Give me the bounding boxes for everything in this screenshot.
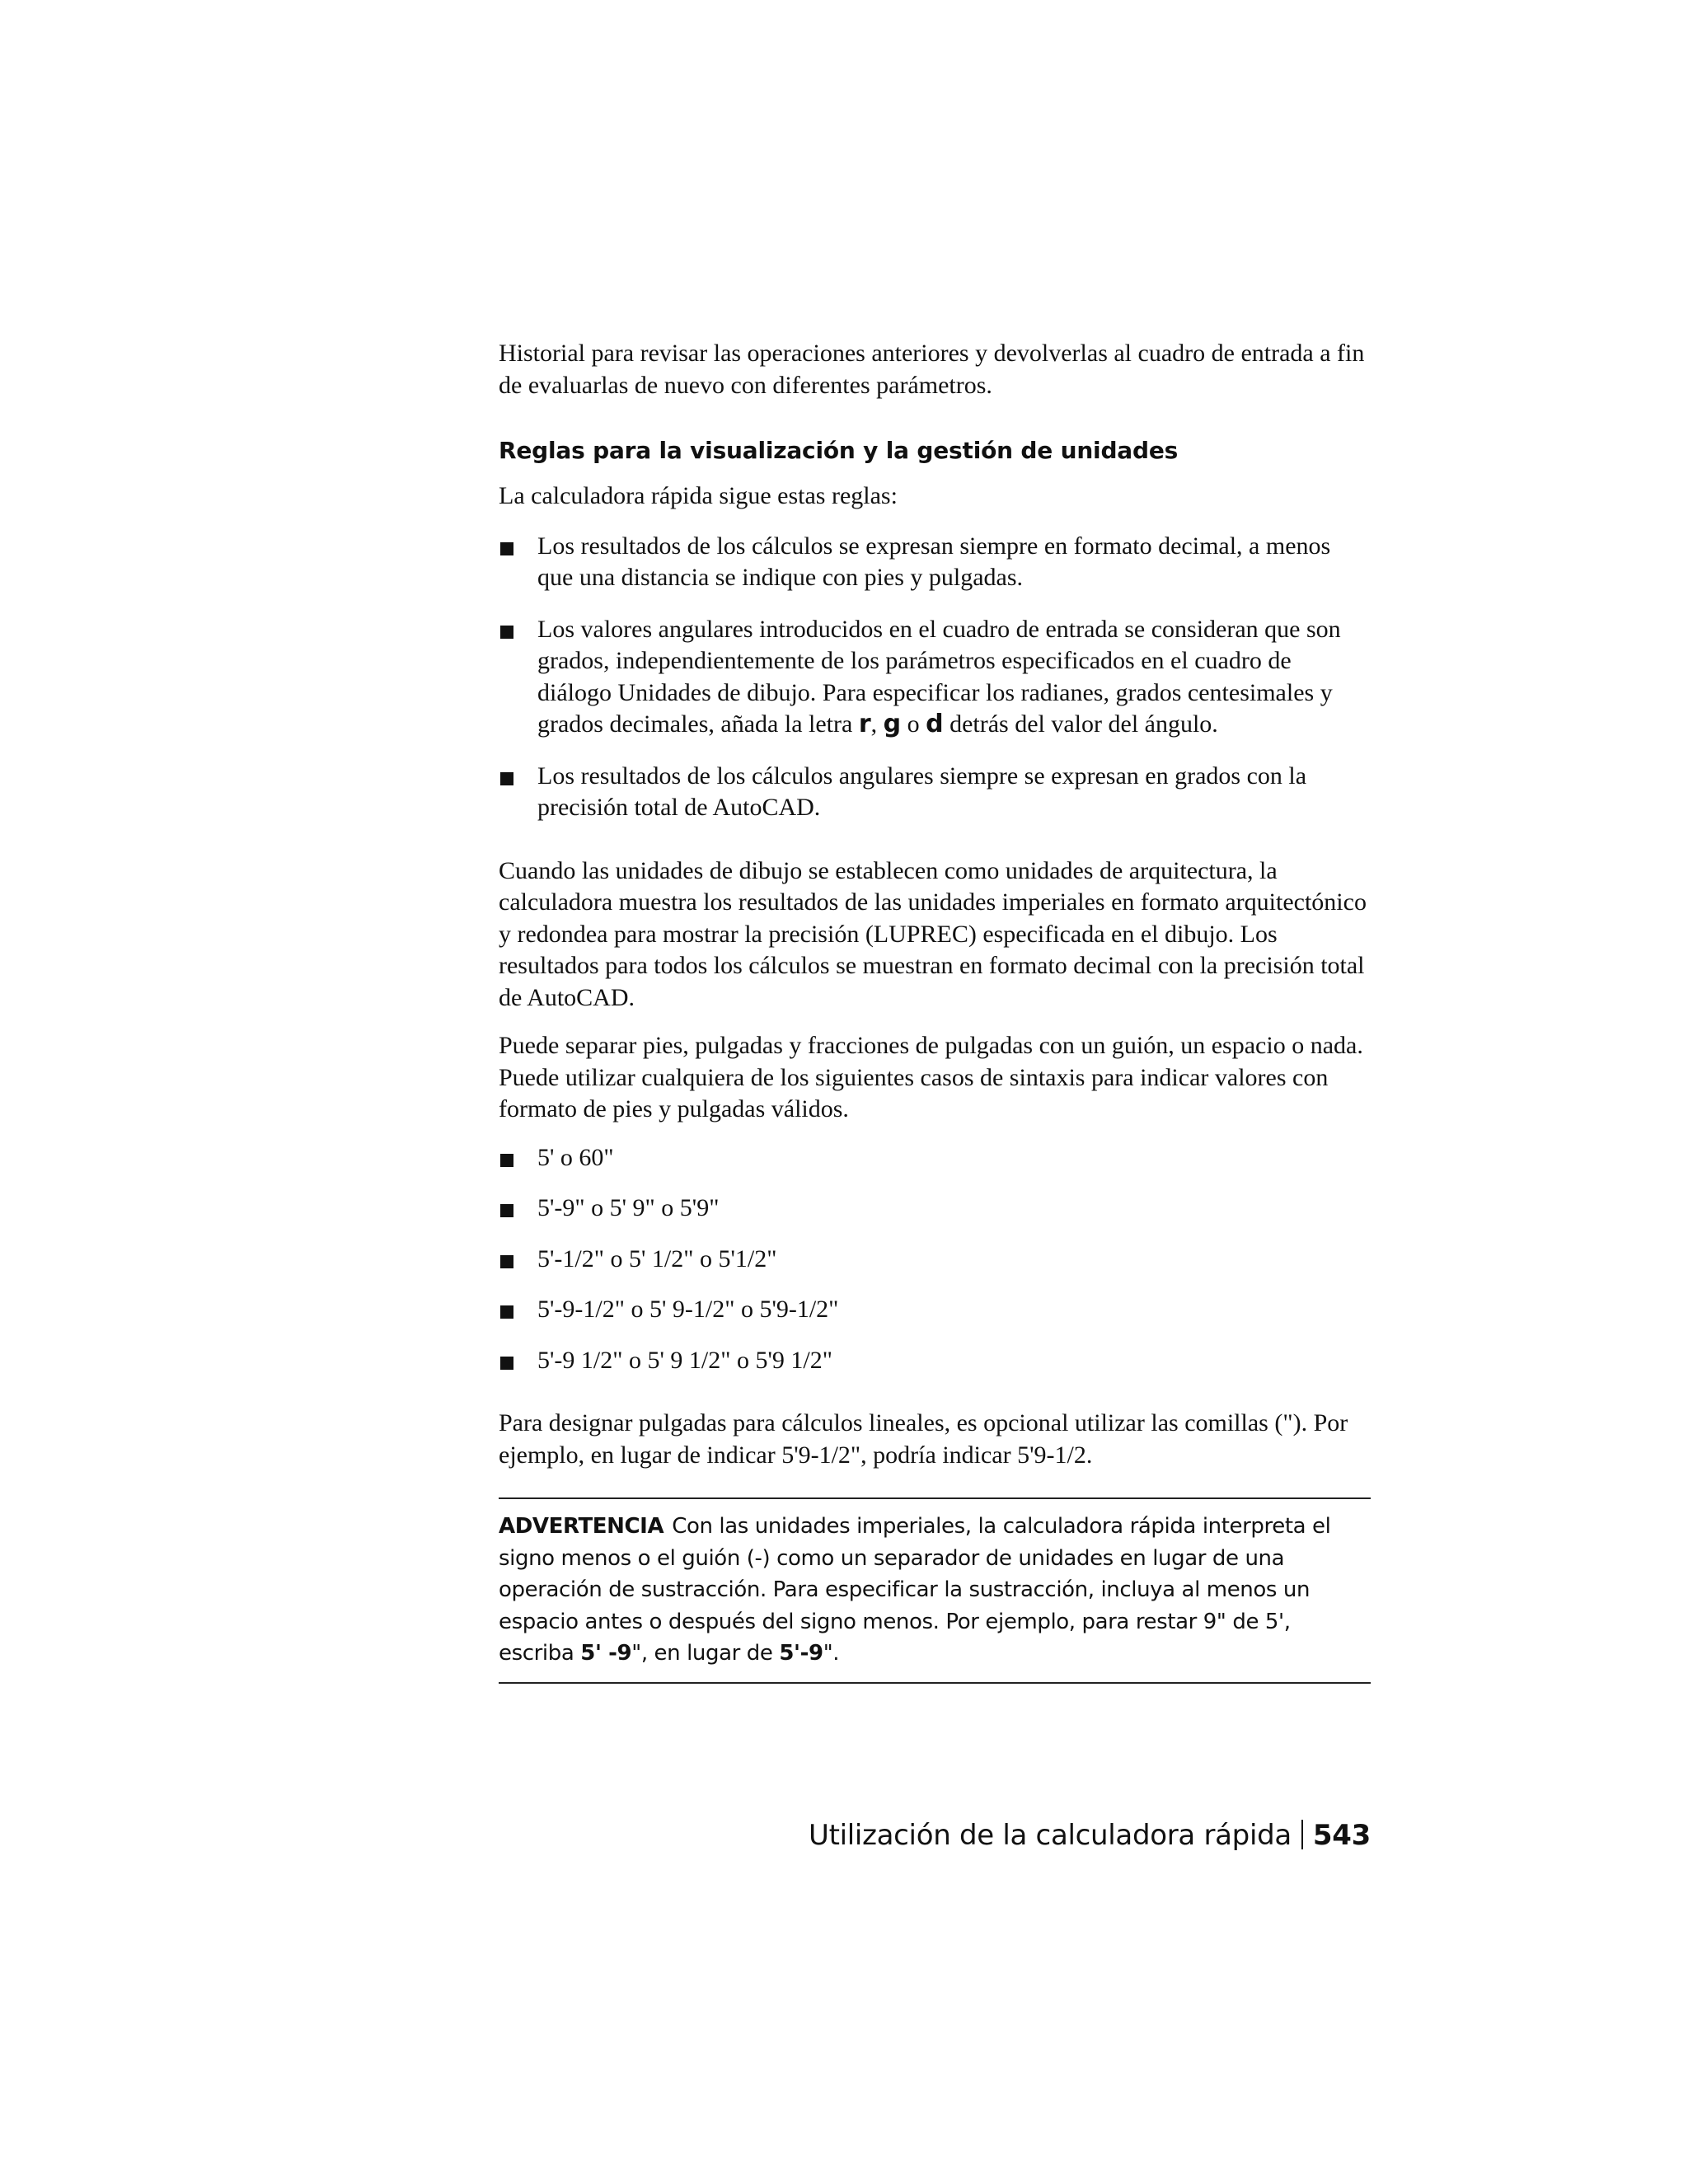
warning-text: Con las unidades imperiales, la calculadora rápida interpreta el signo menos o el guión (-) como un separador de unidades en lugar de una operación de sustracción. Para especificar la sustracción, incluya al menos un espacio antes o después del signo menos. Por ejemplo, para restar 9" de 5', escriba xyxy=(499,1514,1331,1666)
square-bullet-icon xyxy=(500,1204,513,1217)
letter-d: d xyxy=(926,710,944,738)
square-bullet-icon xyxy=(500,626,513,639)
format-example: 5'-9-1/2" o 5' 9-1/2" o 5'9-1/2" xyxy=(537,1296,839,1323)
square-bullet-icon xyxy=(500,1154,513,1167)
square-bullet-icon xyxy=(500,1255,513,1268)
format-example: 5'-9 1/2" o 5' 9 1/2" o 5'9 1/2" xyxy=(537,1346,832,1374)
warning-text-mid: ", en lugar de xyxy=(631,1641,780,1666)
square-bullet-icon xyxy=(500,772,513,785)
formats-list xyxy=(499,1142,1371,1377)
warning-example-wrong: 5'-9 xyxy=(779,1641,823,1666)
rule-text-end: detrás del valor del ángulo. xyxy=(943,710,1218,738)
list-item xyxy=(499,1345,1371,1377)
page-footer xyxy=(809,1817,1371,1854)
format-example: 5' o 60" xyxy=(537,1143,614,1171)
warning-box xyxy=(499,1497,1371,1684)
square-bullet-icon xyxy=(500,1357,513,1370)
list-item xyxy=(499,1294,1371,1326)
section-heading: Reglas para la visualización y la gestión de unidades xyxy=(499,437,1179,464)
warning-label: ADVERTENCIA xyxy=(499,1514,664,1539)
comma: , xyxy=(870,710,884,738)
lead-paragraph: La calculadora rápida sigue estas reglas: xyxy=(499,482,898,509)
list-item xyxy=(499,1244,1371,1276)
rule-text: Los valores angulares introducidos en el cuadro de entrada se consideran que son grados, independientemente de los parámetros especificados en el cuadro de diálogo Unidades de dibujo. Para especificar los radianes, grados centesimales y grados decimales, añada la letra xyxy=(537,615,1341,738)
architectural-units-paragraph: Cuando las unidades de dibujo se establecen como unidades de arquitectura, la calculadora muestra los resultados de las unidades imperiales en formato arquitectónico y redondea para mostrar la precisión (LUPREC) especificada en el dibujo. Los resultados para todos los cálculos se muestran en formato decimal con la precisión total de AutoCAD. xyxy=(499,856,1367,1011)
intro-paragraph: Historial para revisar las operaciones anteriores y devolverlas al cuadro de entrada a fin de evaluarlas de nuevo con diferentes parámetros. xyxy=(499,340,1365,399)
footer-separator xyxy=(1301,1820,1303,1849)
format-example: 5'-1/2" o 5' 1/2" o 5'1/2" xyxy=(537,1244,777,1272)
page-body xyxy=(499,338,1371,1684)
rules-list xyxy=(499,531,1371,824)
list-item xyxy=(499,1142,1371,1174)
page-number: 543 xyxy=(1312,1819,1371,1852)
list-item xyxy=(499,531,1371,594)
footer-title: Utilización de la calculadora rápida xyxy=(809,1819,1292,1852)
separators-paragraph: Puede separar pies, pulgadas y fracciones de pulgadas con un guión, un espacio o nada. Puede utilizar cualquiera de los siguientes casos de sintaxis para indicar valores con formato de pies y pulgadas válidos. xyxy=(499,1032,1363,1122)
format-example: 5'-9" o 5' 9" o 5'9" xyxy=(537,1194,720,1221)
list-item xyxy=(499,761,1371,824)
list-item xyxy=(499,1193,1371,1225)
rule-text: Los resultados de los cálculos angulares siempre se expresan en grados con la precisión total de AutoCAD. xyxy=(537,762,1307,821)
warning-example-correct: 5' -9 xyxy=(580,1641,632,1666)
connector-o: o xyxy=(901,710,926,738)
quotes-paragraph: Para designar pulgadas para cálculos lineales, es opcional utilizar las comillas ("). Por ejemplo, en lugar de indicar 5'9-1/2", podría indicar 5'9-1/2. xyxy=(499,1409,1348,1469)
square-bullet-icon xyxy=(500,1305,513,1319)
square-bullet-icon xyxy=(500,542,513,555)
rule-text: Los resultados de los cálculos se expresan siempre en formato decimal, a menos que una distancia se indique con pies y pulgadas. xyxy=(537,532,1331,591)
letter-g: g xyxy=(883,710,902,738)
warning-text-end: ". xyxy=(823,1641,840,1666)
list-item xyxy=(499,614,1371,741)
letter-r: r xyxy=(858,710,871,738)
